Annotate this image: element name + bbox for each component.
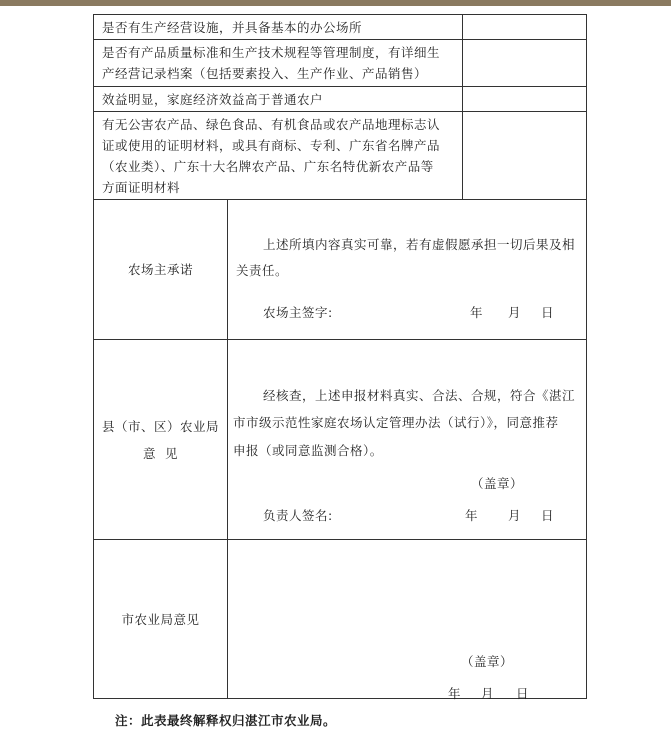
date-day: 日 — [541, 508, 555, 523]
criteria-row — [94, 112, 586, 200]
promise-section — [94, 200, 586, 340]
criteria-line: 是否有生产经营设施，并具备基本的办公场所 — [102, 20, 363, 35]
farm-certification-form — [93, 14, 587, 699]
county-text-line: 经核查，上述申报材料真实、合法、合规，符合《湛江 — [263, 388, 576, 403]
promise-text-line: 关责任。 — [236, 263, 289, 278]
city-opinion-section — [94, 540, 586, 699]
criteria-row — [94, 40, 586, 87]
criteria-line: 效益明显，家庭经济效益高于普通农户 — [102, 92, 324, 107]
county-text-line: 申报（或同意监测合格）。 — [233, 443, 383, 458]
date-day: 日 — [516, 686, 530, 701]
criteria-line: 是否有产品质量标准和生产技术规程等管理制度，有详细生 — [102, 45, 441, 60]
date-day: 日 — [541, 305, 555, 320]
criteria-text — [94, 40, 463, 86]
owner-signature-label: 农场主签字: — [263, 305, 333, 320]
criteria-answer-cell[interactable] — [463, 15, 586, 39]
criteria-line: 产经营记录档案（包括要素投入、生产作业、产品销售） — [102, 66, 428, 81]
city-label: 市农业局意见 — [94, 540, 228, 699]
promise-text-line: 上述所填内容真实可靠，若有虚假愿承担一切后果及相 — [263, 237, 576, 252]
date-year: 年 — [465, 508, 479, 523]
city-content — [228, 540, 586, 699]
date-year: 年 — [470, 305, 484, 320]
footnote: 注：此表最终解释权归湛江市农业局。 — [115, 713, 337, 728]
date-year: 年 — [448, 686, 462, 701]
promise-label: 农场主承诺 — [94, 200, 228, 339]
criteria-answer-cell[interactable] — [463, 87, 586, 111]
date-month: 月 — [508, 305, 522, 320]
criteria-row — [94, 87, 586, 112]
criteria-line: 有无公害农产品、绿色食品、有机食品或农产品地理标志认 — [102, 117, 441, 132]
criteria-text — [94, 87, 463, 111]
criteria-line: 方面证明材料 — [102, 180, 181, 195]
date-month: 月 — [481, 686, 495, 701]
criteria-answer-cell[interactable] — [463, 112, 586, 199]
responsible-signature-label: 负责人签名: — [263, 508, 333, 523]
seal-label: （盖章） — [471, 476, 524, 491]
criteria-answer-cell[interactable] — [463, 40, 586, 86]
seal-label: （盖章） — [461, 654, 514, 669]
date-month: 月 — [508, 508, 522, 523]
promise-content — [228, 200, 586, 339]
county-text-line: 市市级示范性家庭农场认定管理办法（试行）》，同意推荐 — [233, 415, 559, 430]
county-label: 县（市、区）农业局 意 见 — [94, 340, 228, 539]
criteria-line: 证或使用的证明材料，或具有商标、专利、广东省名牌产品 — [102, 138, 441, 153]
county-opinion-section — [94, 340, 586, 540]
county-content — [228, 340, 586, 539]
criteria-line: （农业类）、广东十大名牌农产品、广东名特优新农产品等 — [102, 159, 434, 174]
criteria-row — [94, 15, 586, 40]
criteria-text — [94, 112, 463, 199]
criteria-text — [94, 15, 463, 39]
top-border-strip — [0, 0, 671, 6]
